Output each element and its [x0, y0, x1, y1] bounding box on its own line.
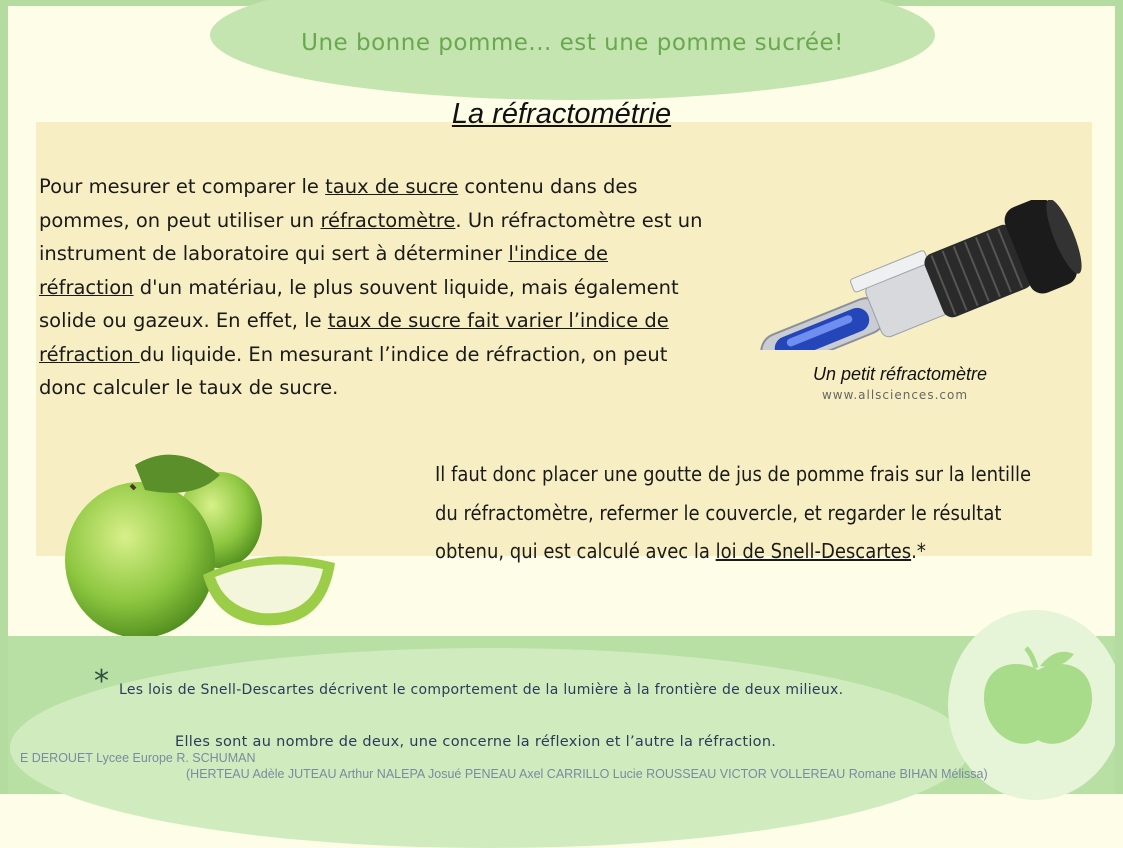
- text-run: du liquide. En mesurant l’indice de réfraction, on peut donc calculer le taux de sucre.: [39, 342, 668, 399]
- students-credit: (HERTEAU Adèle JUTEAU Arthur NALEPA Josué PENEAU Axel CARRILLO Lucie ROUSSEAU VICTOR VOLLEREAU Romane BIHAN Mélissa): [186, 767, 988, 781]
- text-run: .*: [911, 539, 926, 563]
- footnote-line-2: Elles sont au nombre de deux, une concerne la réflexion et l’autre la réfraction.: [175, 734, 777, 750]
- author-credit: E DEROUET Lycee Europe R. SCHUMAN: [20, 751, 256, 765]
- text-run: Il faut donc placer une goutte de jus de pomme frais sur la lentille du réfractomètre, refermer le couvercle, et regarder le résultat obtenu, qui est calculé avec la: [435, 462, 1032, 563]
- text-run: . Un réfractomètre est un instrument de laboratoire qui sert à déterminer: [39, 208, 703, 265]
- footnote-asterisk: *: [94, 664, 109, 699]
- page-title: La réfractométrie: [451, 98, 672, 130]
- underlined-term: loi de Snell-Descartes: [715, 539, 912, 563]
- text-run: contenu dans des pommes, on peut utiliser un: [39, 175, 638, 232]
- underlined-term: taux de sucre fait varier l’indice de réfraction: [39, 309, 669, 366]
- text-run: d'un matériau, le plus souvent liquide, mais également solide ou gazeux. En effet, le: [39, 275, 679, 332]
- underlined-term: réfractomètre: [320, 208, 456, 232]
- underlined-term: taux de sucre: [325, 175, 459, 198]
- refractometer-credit: www.allsciences.com: [821, 388, 969, 402]
- refractometer-caption: Un petit réfractomètre: [812, 364, 988, 384]
- underlined-term: l'indice de réfraction: [39, 242, 608, 299]
- text-run: Pour mesurer et comparer le: [39, 175, 326, 198]
- footnote-line-1: Les lois de Snell-Descartes décrivent le comportement de la lumière à la frontière de deux milieux.: [119, 682, 844, 698]
- banner-title: Une bonne pomme... est une pomme sucrée!: [301, 30, 844, 56]
